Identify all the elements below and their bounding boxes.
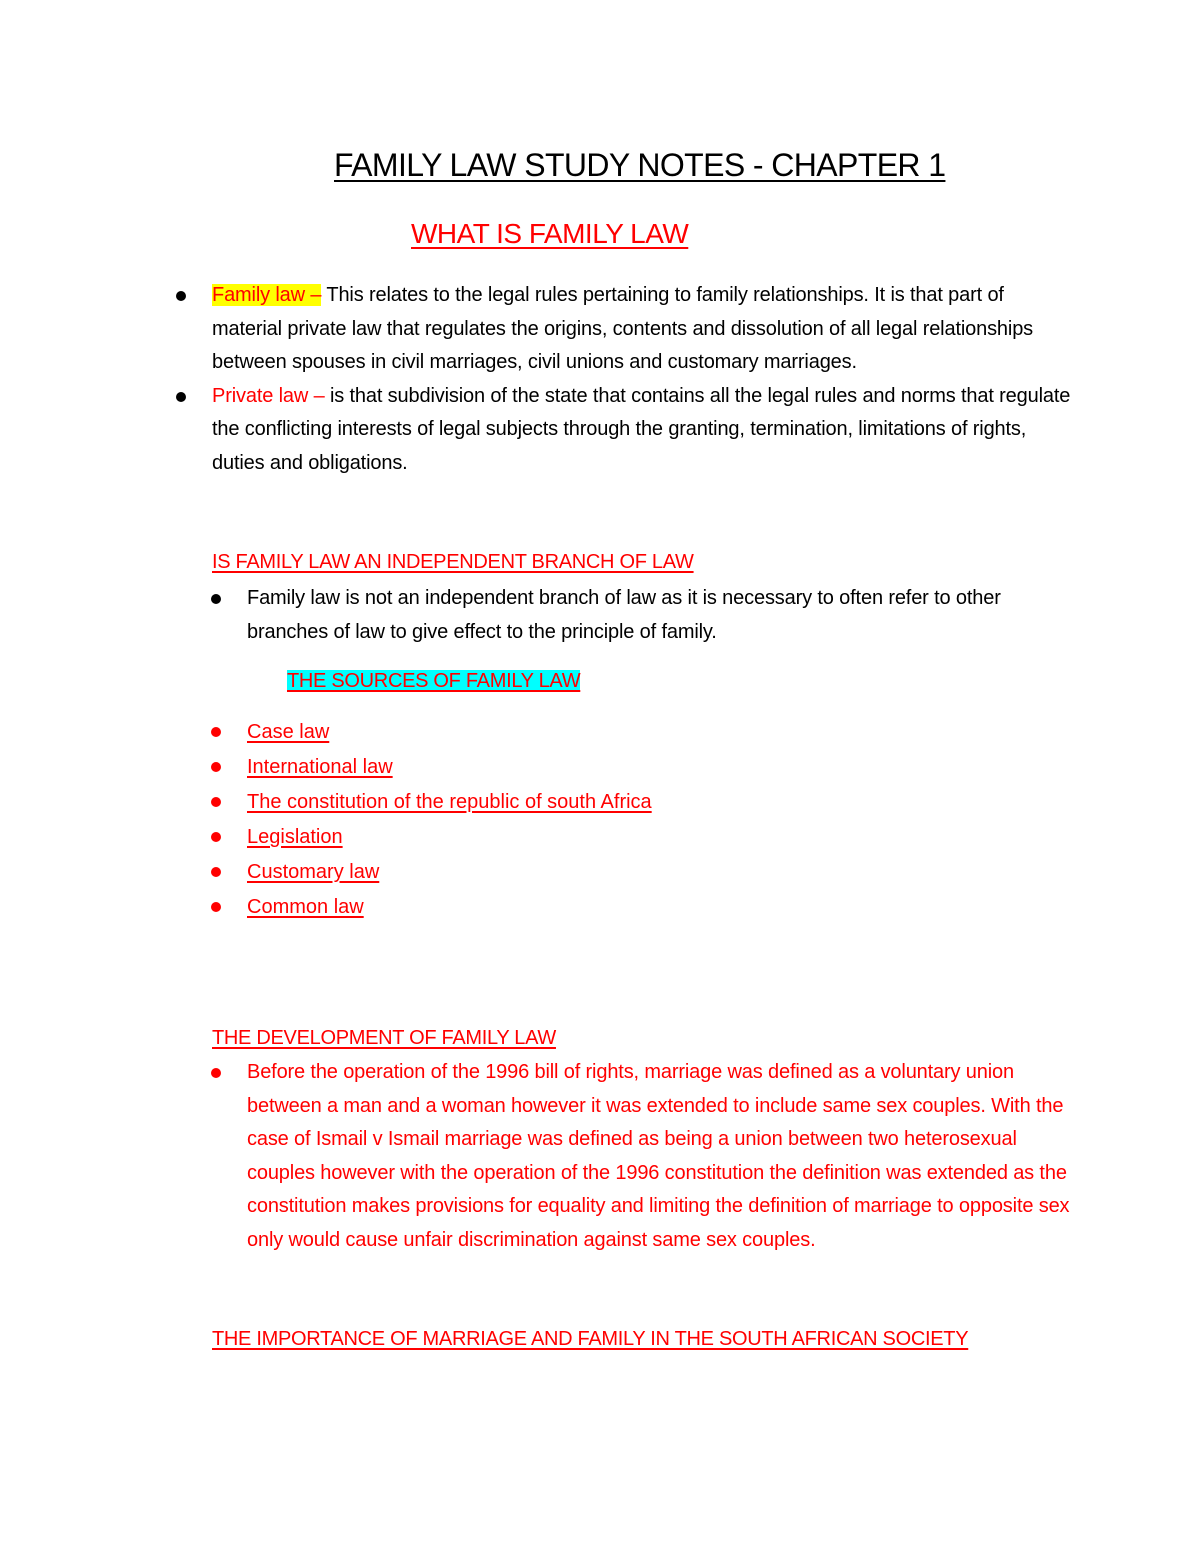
definition-term: Private law –: [212, 384, 325, 407]
bullet-icon: [211, 594, 221, 604]
source-label: Customary law: [247, 861, 380, 883]
heading-importance: THE IMPORTANCE OF MARRIAGE AND FAMILY IN THE SOUTH AFRICAN SOCIETY: [212, 1328, 969, 1350]
heading-sources-text: THE SOURCES OF FAMILY LAW: [287, 670, 581, 692]
bullet-icon: [176, 291, 186, 301]
bullet-icon: [211, 797, 221, 807]
heading-independent-branch: IS FAMILY LAW AN INDEPENDENT BRANCH OF LAW: [212, 551, 694, 573]
development-list: [247, 1056, 1072, 1258]
source-item: [247, 785, 652, 820]
independent-bullet: [247, 582, 1067, 649]
definition-text: This relates to the legal rules pertaining to family relationships. It is that part of material private law that regulates the origins, contents and dissolution of all legal relationships between spouses in civil marriages, civil unions and customary marriages.: [212, 284, 1034, 374]
definitions-list: [212, 279, 1072, 481]
bullet-icon: [211, 902, 221, 912]
bullet-icon: [211, 1068, 221, 1078]
source-label: International law: [247, 756, 393, 778]
bullet-icon: [211, 832, 221, 842]
source-label: Legislation: [247, 826, 343, 848]
independent-list: [247, 582, 1067, 649]
source-label: The constitution of the republic of south Africa: [247, 791, 652, 813]
heading-development: THE DEVELOPMENT OF FAMILY LAW: [212, 1027, 556, 1049]
source-item: [247, 750, 652, 785]
independent-text: Family law is not an independent branch of law as it is necessary to often refer to other branches of law to give effect to the principle of family.: [247, 587, 1001, 643]
bullet-icon: [176, 392, 186, 402]
definition-text: is that subdivision of the state that contains all the legal rules and norms that regulate the conflicting interests of legal subjects through the granting, termination, limitations of rights, duties and obligations.: [212, 384, 1071, 474]
development-bullet: [247, 1056, 1072, 1258]
sources-list: [247, 715, 652, 925]
source-label: Common law: [247, 896, 364, 918]
source-item: [247, 855, 652, 890]
heading-sources: [287, 667, 580, 695]
definition-private-law: [212, 380, 1072, 481]
source-label: Case law: [247, 721, 330, 743]
bullet-icon: [211, 762, 221, 772]
page-title: FAMILY LAW STUDY NOTES - CHAPTER 1: [334, 147, 946, 183]
source-item: [247, 820, 652, 855]
development-text: Before the operation of the 1996 bill of rights, marriage was defined as a voluntary union between a man and a woman however it was extended to include same sex couples. With the case of Ismail v Ismail marriage was defined as being a union between two heterosexual couples however with the operation of the 1996 constitution the definition was extended as the constitution makes provisions for equality and limiting the definition of marriage to opposite sex only would cause unfair discrimination against same sex couples.: [247, 1061, 1070, 1251]
bullet-icon: [211, 867, 221, 877]
source-item: [247, 715, 652, 750]
section-title-what-is-family-law: WHAT IS FAMILY LAW: [411, 218, 689, 249]
bullet-icon: [211, 727, 221, 737]
definition-term: Family law –: [212, 284, 322, 306]
definition-family-law: [212, 279, 1072, 380]
source-item: [247, 890, 652, 925]
